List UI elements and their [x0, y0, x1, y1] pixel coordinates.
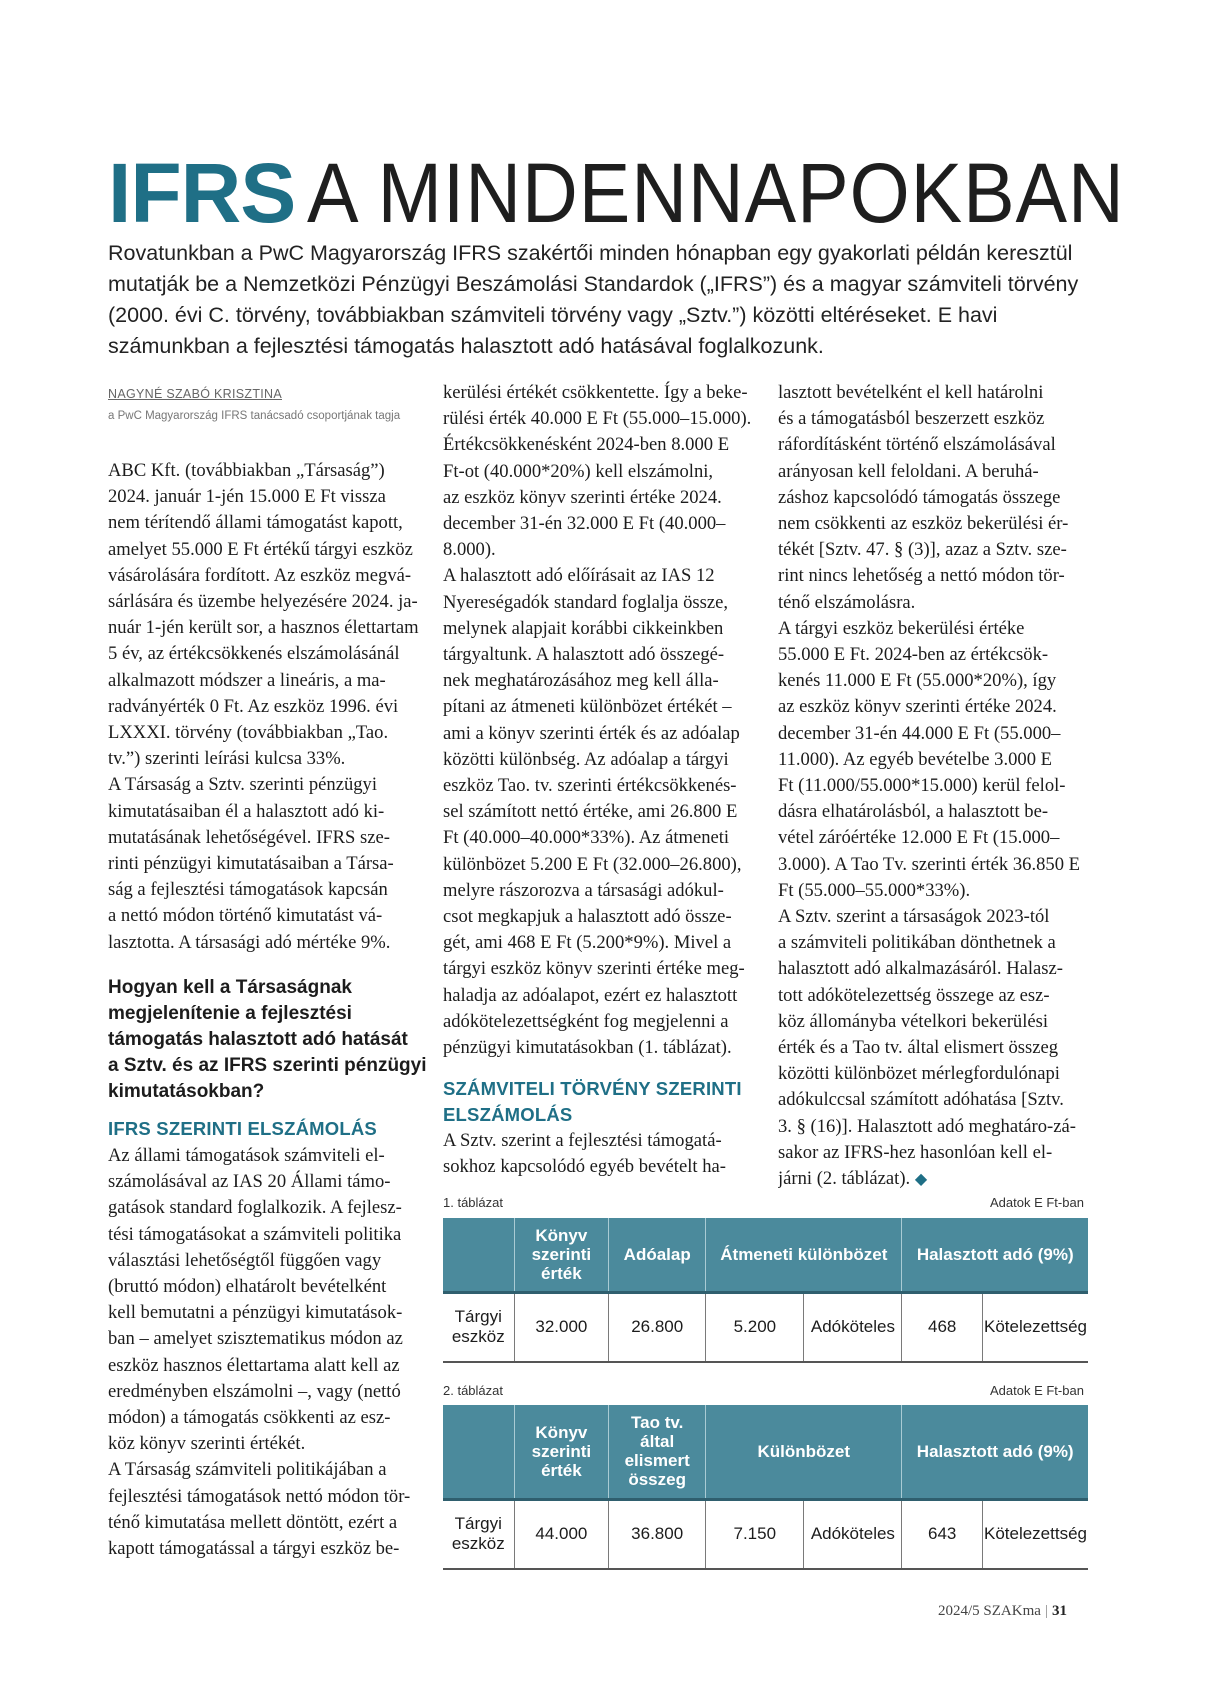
text-line: támogatás halasztott adó hatását: [108, 1029, 408, 1050]
text-line: haladja az adóalapot, ezért ez halasztott: [443, 984, 738, 1006]
paragraph: [778, 380, 1090, 616]
paragraph: [443, 1128, 755, 1180]
table2-cell: 44.000: [514, 1499, 609, 1569]
text-line: tési támogatásokat a számviteli politika: [108, 1223, 402, 1245]
text-line: ténő elszámolásra.: [778, 591, 916, 613]
text-line: adókulccsal számított adóhatása [Sztv.: [778, 1089, 1064, 1111]
table1-header: Átmeneti különbözet: [706, 1218, 902, 1292]
text-line: fejlesztési támogatások nettó módon tör-: [108, 1485, 411, 1507]
table1-cell: 468: [902, 1292, 983, 1362]
text-line: sokhoz kapcsolódó egyéb bevételt ha-: [443, 1156, 726, 1178]
text-line: 5 év, az értékcsökkenés elszámolásánál: [108, 643, 400, 665]
table1-cell: Kötelezettség: [982, 1292, 1088, 1362]
text-line: A Sztv. szerint a fejlesztési támogatá-: [443, 1130, 722, 1151]
lead-paragraph: [108, 238, 1098, 362]
sztv-subhead: [443, 1076, 742, 1128]
text-line: kell bemutatni a pénzügyi kimutatások-: [108, 1302, 403, 1324]
text-line: Ft-ot (40.000*20%) kell elszámolni,: [443, 460, 714, 482]
text-line: 55.000 E Ft. 2024-ben az értékcsök-: [778, 644, 1049, 666]
table2-caption: 2. táblázat: [443, 1383, 503, 1398]
lead-line: (2000. évi C. törvény, továbbiakban számviteli törvény vagy „Sztv.”) közötti eltéréseket. E havi: [108, 303, 998, 327]
text-line: 8.000).: [443, 539, 496, 561]
column-2: [443, 380, 755, 1061]
author-role: a PwC Magyarország IFRS tanácsadó csoportjának tagja: [108, 410, 401, 422]
end-mark-icon: ◆: [914, 1171, 928, 1189]
text-line: eredményben elszámolni –, vagy (nettó: [108, 1380, 401, 1402]
page-title: [108, 146, 1126, 240]
text-line: különbözet 5.200 E Ft (32.000–26.800),: [443, 853, 742, 875]
text-line: ráfordításként történő elszámolásával: [778, 434, 1056, 456]
footer-brand: SZAKma: [983, 1603, 1041, 1619]
text-line: 2024. január 1-jén 15.000 E Ft vissza: [108, 486, 386, 508]
text-line: ami a könyv szerinti érték és az adóalap: [443, 722, 740, 744]
table2-cell: Adóköteles: [804, 1499, 902, 1569]
text-line: A Társaság számviteli politikájában a: [108, 1459, 387, 1481]
text-line: halasztott adó alkalmazásáról. Halasz-: [778, 958, 1063, 980]
text-line: ELSZÁMOLÁS: [443, 1104, 573, 1125]
text-line: az eszköz könyv szerinti értéke 2024.: [443, 486, 722, 508]
table2-row-label: Tárgyi eszköz: [443, 1499, 514, 1569]
text-line: A Társaság a Sztv. szerinti pénzügyi: [108, 774, 378, 796]
text-line: eszköz hasznos élettartama alatt kell az: [108, 1354, 400, 1376]
table2-unit: Adatok E Ft-ban: [990, 1383, 1084, 1398]
column-1: [108, 458, 420, 956]
text-line: 3.000). A Tao Tv. szerinti érték 36.850 E: [778, 853, 1081, 875]
column-2-lower: [443, 1128, 755, 1180]
text-line: az eszköz könyv szerinti értéke 2024.: [778, 696, 1057, 718]
page-footer: 2024/5 SZAKma | 31: [938, 1603, 1067, 1619]
text-line: köz könyv szerinti értékét.: [108, 1433, 306, 1455]
table2-cell: 36.800: [609, 1499, 706, 1569]
ifrs-subhead: IFRS SZERINTI ELSZÁMOLÁS: [108, 1118, 377, 1139]
text-line: Ft (40.000–40.000*33%). Az átmeneti: [443, 827, 730, 849]
paragraph: [108, 1457, 420, 1562]
paragraph: [108, 1143, 420, 1457]
text-line: 3. § (16)]. Halasztott adó meghatáro-zá-: [778, 1115, 1076, 1137]
table1-cell: 32.000: [514, 1292, 609, 1362]
text-line: sakor az IFRS-hez hasonlóan kell el-: [778, 1141, 1053, 1163]
text-line: melynek alapjait korábbi cikkeinkben: [443, 617, 724, 639]
table2-header: Tao tv. által elismert összeg: [609, 1405, 706, 1499]
table1-header: Adóalap: [609, 1218, 706, 1292]
author-name: NAGYNÉ SZABÓ KRISZTINA: [108, 387, 282, 401]
text-line: nuár 1-jén került sor, a hasznos élettartam: [108, 617, 419, 639]
table2-cell: 643: [902, 1499, 983, 1569]
text-line: ság a fejlesztési támogatások kapcsán: [108, 879, 388, 901]
last-line: [778, 1166, 1090, 1193]
text-line: csot megkapjuk a halasztott adó össze-: [443, 906, 732, 928]
paragraph: [778, 616, 1090, 904]
text-line: választási lehetőségtől függően vagy: [108, 1249, 382, 1271]
text-line: SZÁMVITELI TÖRVÉNY SZERINTI: [443, 1078, 742, 1099]
text-line: (bruttó módon) elhatárolt bevételként: [108, 1276, 387, 1298]
text-line: módon) a támogatás csökkenti az esz-: [108, 1407, 391, 1429]
table1-cell: 5.200: [706, 1292, 804, 1362]
text-line: vásárolására fordított. Az eszköz megvá-: [108, 564, 412, 586]
text-line: gét, ami 468 E Ft (5.200*9%). Mivel a: [443, 932, 732, 954]
text-line: eszköz Tao. tv. szerinti értékcsökkenés-: [443, 775, 737, 797]
text-line: lasztott bevételként el kell határolni: [778, 382, 1044, 403]
table-row: [443, 1499, 1088, 1569]
text-line: megjelenítenie a fejlesztési: [108, 1003, 352, 1024]
text-line: a nettó módon történő kimutatást vá-: [108, 905, 383, 927]
text-line: vétel záróértéke 12.000 E Ft (15.000–: [778, 827, 1060, 849]
title-rest: A MINDENNAPOKBAN: [307, 146, 1126, 240]
text-line: A tárgyi eszköz bekerülési értéke: [778, 617, 1025, 639]
text-line: érték és a Tao tv. által elismert összeg: [778, 1037, 1059, 1059]
table1-row-label: Tárgyi eszköz: [443, 1292, 514, 1362]
table2-header: Könyv szerinti érték: [514, 1405, 609, 1499]
column-3: [778, 380, 1090, 1193]
text-line: tott adókötelezettség összege az esz-: [778, 984, 1050, 1006]
text-line: tárgyi eszköz könyv szerinti értéke meg-: [443, 958, 745, 980]
text-line: dásra elhatárolásból, a halasztott be-: [778, 801, 1049, 823]
text-line: kimutatásokban?: [108, 1081, 265, 1102]
text-line: gatások standard foglalkozik. A fejlesz-: [108, 1197, 402, 1219]
text-line: tékét [Sztv. 47. § (3)], azaz a Sztv. sze-: [778, 539, 1067, 561]
table-1: [443, 1218, 1088, 1363]
table1-cell: Adóköteles: [804, 1292, 902, 1362]
table-row: [443, 1292, 1088, 1362]
table1-unit: Adatok E Ft-ban: [990, 1195, 1084, 1210]
text-line: közötti különbözet mérlegfordulónapi: [778, 1063, 1060, 1085]
text-line: a számviteli politikában dönthetnek a: [778, 932, 1056, 954]
text-line: kimutatásaiban él a halasztott adó ki-: [108, 800, 385, 822]
table1-corner: [443, 1218, 514, 1292]
text-line: Ft (55.000–55.000*33%).: [778, 879, 971, 901]
text-line: pénzügyi kimutatásokban (1. táblázat).: [443, 1037, 732, 1059]
table2-cell: 7.150: [706, 1499, 804, 1569]
text-line: közötti különbség. Az adóalap a tárgyi: [443, 748, 729, 770]
text-line: LXXXI. törvény (továbbiakban „Tao.: [108, 722, 389, 744]
last-line-text: járni (2. táblázat).: [778, 1168, 911, 1190]
table1-header: Halasztott adó (9%): [902, 1218, 1088, 1292]
text-line: tv.”) szerinti leírási kulcsa 33%.: [108, 748, 346, 770]
text-line: A halasztott adó előírásait az IAS 12: [443, 565, 715, 587]
text-line: alkalmazott módszer a lineáris, a ma-: [108, 669, 386, 691]
text-line: nem térítendő állami támogatást kapott,: [108, 512, 403, 534]
text-line: kerülési értékét csökkentette. Így a beke-: [443, 382, 748, 403]
paragraph: [108, 458, 420, 772]
text-line: december 31-én 44.000 E Ft (55.000–: [778, 722, 1061, 744]
paragraph: [108, 772, 420, 955]
table2-header: Különbözet: [706, 1405, 902, 1499]
lead-line: mutatják be a Nemzetközi Pénzügyi Beszámolási Standardok („IFRS”) és a magyar számviteli törvény: [108, 272, 1079, 296]
lead-line: Rovatunkban a PwC Magyarország IFRS szakértői minden hónapban egy gyakorlati példán keresztül: [108, 241, 1073, 265]
text-line: melyre rászorozva a társasági adókul-: [443, 879, 724, 901]
text-line: Hogyan kell a Társaságnak: [108, 977, 352, 998]
text-line: rint nincs lehetőség a nettó módon tör-: [778, 565, 1065, 587]
footer-issue: 2024/5: [938, 1603, 980, 1619]
paragraph: [443, 380, 755, 563]
text-line: rülési érték 40.000 E Ft (55.000–15.000).: [443, 408, 752, 430]
table2-cell: Kötelezettség: [982, 1499, 1088, 1569]
table2-corner: [443, 1405, 514, 1499]
paragraph: [443, 563, 755, 1061]
text-line: december 31-én 32.000 E Ft (40.000–: [443, 513, 726, 535]
text-line: a Sztv. és az IFRS szerinti pénzügyi: [108, 1055, 427, 1076]
text-line: ABC Kft. (továbbiakban „Társaság”): [108, 460, 385, 481]
table1-header: Könyv szerinti érték: [514, 1218, 609, 1292]
text-line: ténő kimutatása mellett döntött, ezért a: [108, 1511, 398, 1533]
text-line: kenés 11.000 E Ft (55.000*20%), így: [778, 670, 1057, 692]
text-line: Az állami támogatások számviteli el-: [108, 1145, 385, 1166]
text-line: sárlására és üzembe helyezésére 2024. ja-: [108, 591, 418, 613]
page-number: 31: [1051, 1603, 1067, 1619]
text-line: tárgyaltunk. A halasztott adó összegé-: [443, 644, 725, 666]
text-line: amelyet 55.000 E Ft értékű tárgyi eszköz: [108, 538, 413, 560]
column-1-lower: [108, 1143, 420, 1562]
table1-cell: 26.800: [609, 1292, 706, 1362]
text-line: sel számított nettó értéke, ami 26.800 E: [443, 801, 738, 823]
text-line: záshoz kapcsolódó támogatás összege: [778, 486, 1061, 508]
text-line: számolásával az IAS 20 Állami támo-: [108, 1171, 391, 1193]
text-line: Értékcsökkenésként 2024-ben 8.000 E: [443, 434, 730, 456]
text-line: arányosan kell feloldani. A beruhá-: [778, 460, 1039, 482]
text-line: lasztotta. A társasági adó mértéke 9%.: [108, 931, 391, 953]
question-heading: [108, 975, 427, 1105]
text-line: pítani az átmeneti különbözet értékét –: [443, 696, 732, 718]
table1-caption: 1. táblázat: [443, 1195, 503, 1210]
text-line: és a támogatásból beszerzett eszköz: [778, 408, 1045, 430]
text-line: adókötelezettségként fog megjelenni a: [443, 1010, 729, 1032]
text-line: kapott támogatással a tárgyi eszköz be-: [108, 1538, 400, 1560]
text-line: A Sztv. szerint a társaságok 2023-tól: [778, 906, 1050, 928]
text-line: nem csökkenti az eszköz bekerülési ér-: [778, 513, 1069, 535]
table-2: [443, 1405, 1088, 1570]
text-line: Ft (11.000/55.000*15.000) kerül felol-: [778, 775, 1066, 797]
text-line: nek meghatározásához meg kell álla-: [443, 670, 719, 692]
text-line: köz állományba vételkori bekerülési: [778, 1010, 1049, 1032]
text-line: rinti pénzügyi kimutatásaiban a Társa-: [108, 853, 394, 875]
text-line: Nyereségadók standard foglalja össze,: [443, 591, 728, 613]
paragraph: [778, 904, 1090, 1166]
text-line: mutatásának lehetőségével. IFRS sze-: [108, 826, 390, 848]
text-line: 11.000). Az egyéb bevételbe 3.000 E: [778, 748, 1053, 770]
text-line: radványérték 0 Ft. Az eszköz 1996. évi: [108, 695, 399, 717]
table2-header: Halasztott adó (9%): [902, 1405, 1088, 1499]
lead-line: számunkban a fejlesztési támogatás halasztott adó hatásával foglalkozunk.: [108, 334, 824, 358]
title-highlight: IFRS: [108, 146, 296, 240]
text-line: ban – amelyet szisztematikus módon az: [108, 1328, 403, 1350]
